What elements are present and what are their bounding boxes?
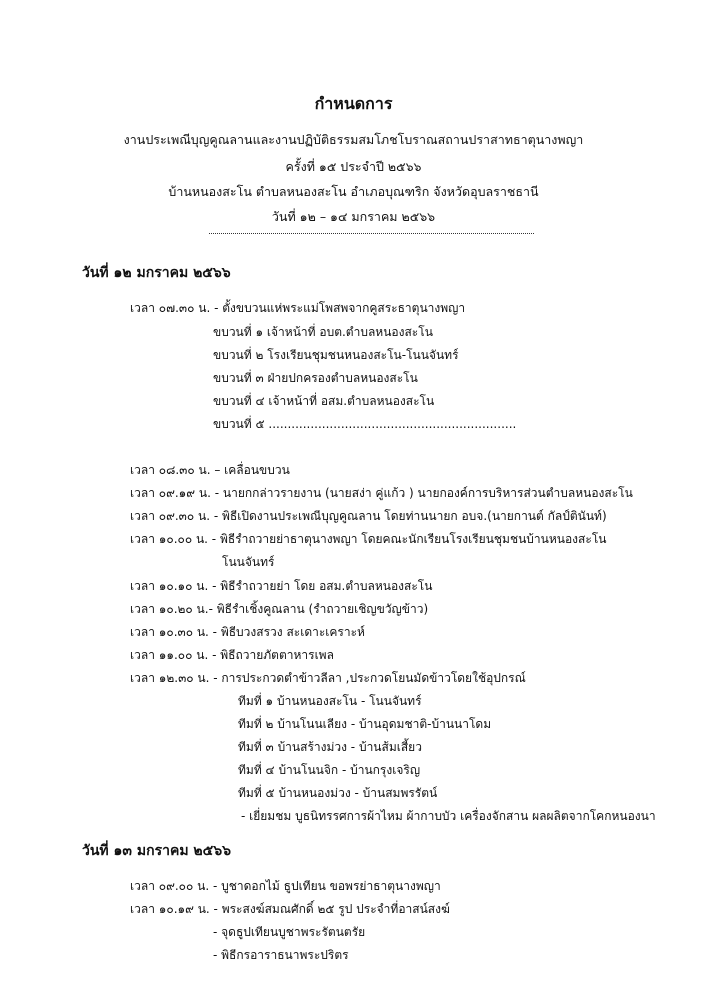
procession-line: ขบวนที่ ๒ โรงเรียนชุมชนหนองสะโน-โนนจันทร์ — [213, 348, 459, 362]
team-line: ทีมที่ ๓ บ้านสร้างม่วง - บ้านส้มเสี้ยว — [238, 740, 422, 754]
team-line: ทีมที่ ๔ บ้านโนนจิก - บ้านกรุงเจริญ — [238, 763, 421, 777]
procession-line: ขบวนที่ ๕ ................................................................. — [213, 417, 517, 431]
edition-line: ครั้งที่ ๑๕ ประจำปี ๒๕๖๖ — [285, 159, 422, 174]
procession-line: ขบวนที่ ๔ เจ้าหน้าที่ อสม.ตำบลหนองสะโน — [213, 394, 435, 408]
document-title: กำหนดการ — [314, 94, 393, 113]
procession-line: ขบวนที่ ๑ เจ้าหน้าที่ อบต.ตำบลหนองสะโน — [213, 325, 433, 339]
schedule-line: เวลา ๐๗.๓๐ น. - ตั้งขบวนแห่พระแม่โพสพจากคูสระธาตุนางพญา — [130, 301, 466, 315]
schedule-line: เวลา ๑๑.๐๐ น. - พิธีถวายภัตตาหารเพล — [130, 648, 334, 662]
date-range-line: วันที่ ๑๒ – ๑๔ มกราคม ๒๕๖๖ — [271, 209, 436, 224]
day2-heading: วันที่ ๑๓ มกราคม ๒๕๖๖ — [82, 843, 232, 859]
team-line: ทีมที่ ๒ บ้านโนนเลียง - บ้านอุดมชาติ-บ้านนาโดม — [238, 717, 492, 731]
schedule-line: เวลา ๑๐.๑๐ น. - พิธีรำถวายย่า โดย อสม.ตำบลหนองสะโน — [130, 579, 433, 593]
procession-line: ขบวนที่ ๓ ฝ่ายปกครองตำบลหนองสะโน — [213, 371, 418, 385]
schedule-line: เวลา ๑๐.๐๐ น. - พิธีรำถวายย่าธาตุนางพญา โดยคณะนักเรียนโรงเรียนชุมชนบ้านหนองสะโน — [130, 532, 607, 546]
schedule-line: เวลา ๐๙.๓๐ น. - พิธีเปิดงานประเพณีบุญคูณลาน โดยท่านนายก อบจ.(นายกานต์ กัลป์ตินันท์) — [130, 509, 607, 523]
team-line: ทีมที่ ๑ บ้านหนองสะโน - โนนจันทร์ — [238, 694, 422, 708]
ceremony-step-line: - จุดธูปเทียนบูชาพระรัตนตรัย — [213, 925, 366, 939]
exhibition-line: - เยี่ยมชม บูธนิทรรศการผ้าไหม ผ้ากาบบัว เครื่องจักสาน ผลผลิตจากโคกหนองนา — [241, 809, 656, 823]
event-name-line: งานประเพณีบุญคูณลานและงานปฏิบัติธรรมสมโภชโบราณสถานปราสาทธาตุนางพญา — [123, 132, 584, 147]
dotted-divider — [209, 233, 534, 234]
schedule-line: เวลา ๐๘.๓๐ น. – เคลื่อนขบวน — [130, 463, 290, 477]
schedule-line: เวลา ๑๐.๒๐ น.- พิธีรำเชิ้งคูณลาน (รำถวายเชิญขวัญข้าว) — [130, 602, 429, 616]
schedule-line: เวลา ๑๐.๑๙ น. - พระสงฆ์สมณศักดิ์ ๒๕ รูป ประจำที่อาสน์สงฆ์ — [130, 902, 450, 916]
ceremony-step-line: - พิธีกรอาราธนาพระปริตร — [213, 948, 349, 962]
location-line: บ้านหนองสะโน ตำบลหนองสะโน อำเภอบุณฑริก จังหวัดอุบลราชธานี — [168, 184, 539, 199]
team-line: ทีมที่ ๕ บ้านหนองม่วง - บ้านสมพรรัตน์ — [238, 786, 438, 800]
schedule-line: เวลา ๐๙.๐๐ น. - บูชาดอกไม้ ธูปเทียน ขอพรย่าธาตุนางพญา — [130, 879, 441, 893]
schedule-line: เวลา ๑๐.๓๐ น. - พิธีบวงสรวง สะเดาะเคราะห์ — [130, 625, 365, 639]
day1-heading: วันที่ ๑๒ มกราคม ๒๕๖๖ — [82, 265, 231, 281]
schedule-line: เวลา ๑๒.๓๐ น. - การประกวดตำข้าวลีลา ,ประกวดโยนมัดข้าวโดยใช้อุปกรณ์ — [130, 671, 526, 685]
schedule-line: เวลา ๐๙.๑๙ น. - นายกกล่าวรายงาน (นายสง่า คู่แก้ว ) นายกองค์การบริหารส่วนตำบลหนองสะโน — [130, 486, 633, 500]
schedule-line-continuation: โนนจันทร์ — [222, 555, 275, 569]
